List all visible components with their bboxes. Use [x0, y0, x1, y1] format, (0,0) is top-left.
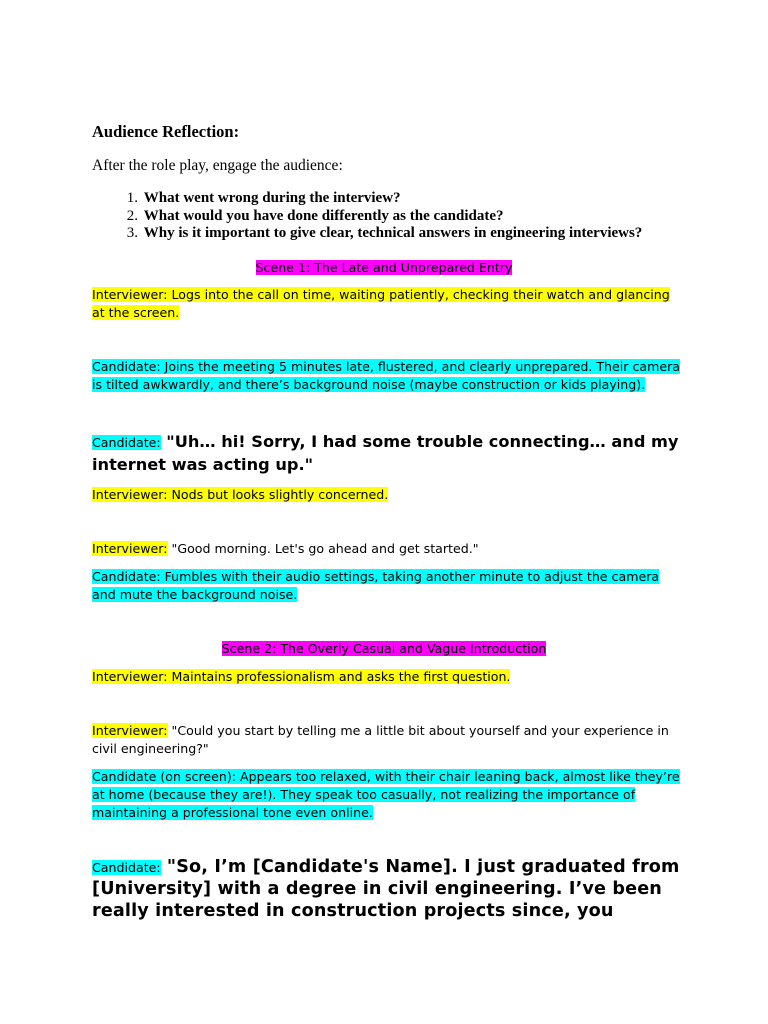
question-item [92, 190, 712, 208]
scene2-candidate-action: Candidate (on screen): Appears too relaxed, with their chair leaning back, almost like they’re at home (because they are!). They speak too casually, not realizing the importance of maintaining a professional tone even online. [92, 769, 680, 820]
scene2-interviewer-speaker: Interviewer: [92, 723, 168, 738]
scene1-interviewer-speaker: Interviewer: [92, 541, 168, 556]
question-text: What went wrong during the interview? [143, 190, 401, 206]
reflection-heading: Audience Reflection: [92, 122, 240, 141]
scene1-candidate-action: Candidate: Joins the meeting 5 minutes late, flustered, and clearly unprepared. Their camera is tilted awkwardly, and there’s background noise (maybe construction or kids playing). [92, 359, 681, 392]
scene2-interviewer-quote: "Could you start by telling me a little bit about yourself and your experience in civil engineering?" [92, 723, 669, 756]
scene1-candidate-line [92, 430, 682, 476]
scene1-title: Scene 1: The Late and Unprepared Entry [255, 260, 513, 275]
scene1-interviewer-reaction-block [92, 486, 682, 504]
scene1-interviewer-action: Interviewer: Logs into the call on time, waiting patiently, checking their watch and glancing at the screen. [92, 287, 670, 320]
scene2-interviewer-action: Interviewer: Maintains professionalism and asks the first question. [92, 669, 511, 684]
scene1-interviewer-quote: "Good morning. Let's go ahead and get started." [171, 541, 479, 556]
scene1-interviewer-reaction: Interviewer: Nods but looks slightly concerned. [92, 487, 389, 502]
scene2-candidate-action-block [92, 768, 682, 822]
reflection-question-list [92, 190, 712, 243]
scene1-candidate-speaker: Candidate: [92, 435, 161, 450]
scene2-title: Scene 2: The Overly Casual and Vague Introduction [221, 641, 547, 656]
scene1-candidate-fumble-block [92, 568, 682, 604]
scene2-interviewer-action-block [92, 668, 682, 686]
reflection-intro: After the role play, engage the audience: [92, 157, 343, 174]
scene2-title-block [0, 640, 768, 658]
question-number: 1. [126, 190, 138, 206]
question-item [92, 225, 712, 243]
question-number: 3. [126, 225, 138, 241]
question-item [92, 208, 712, 226]
scene2-candidate-speaker: Candidate: [92, 860, 161, 875]
question-text: What would you have done differently as the candidate? [143, 207, 504, 224]
scene1-title-block [0, 259, 768, 277]
scene2-interviewer-line [92, 722, 682, 758]
scene1-interviewer-action-block [92, 286, 682, 322]
question-text: Why is it important to give clear, technical answers in engineering interviews? [143, 225, 643, 241]
scene1-candidate-fumble: Candidate: Fumbles with their audio settings, taking another minute to adjust the camera and mute the background noise. [92, 569, 660, 602]
scene1-interviewer-line [92, 540, 682, 558]
scene2-candidate-line [92, 856, 682, 922]
question-number: 2. [126, 207, 138, 224]
scene2-candidate-quote: "So, I’m [Candidate's Name]. I just graduated from [University] with a degree in civil engineering. I’ve been really interested in construction projects since, you [92, 857, 680, 921]
scene1-candidate-quote: "Uh… hi! Sorry, I had some trouble connecting… and my internet was acting up." [92, 432, 679, 474]
scene1-candidate-action-block [92, 358, 682, 394]
